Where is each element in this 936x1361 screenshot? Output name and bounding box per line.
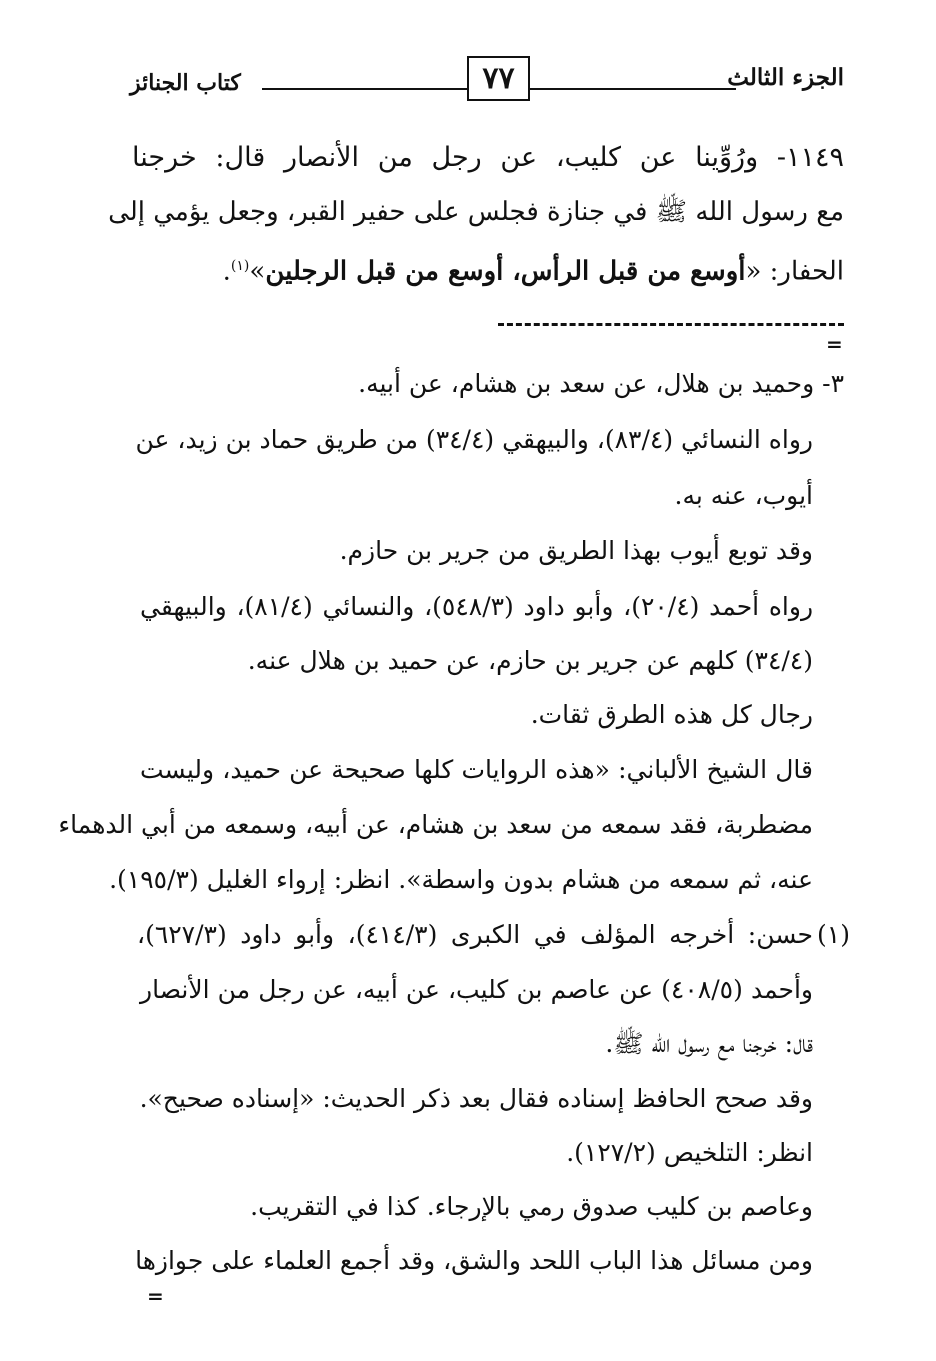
continuation-mark-bottom: = [147, 1284, 164, 1308]
footnote-line-2: وأحمد (٤٠٨/٥) عن عاصم بن كليب، عن أبيه، عن رجل من الأنصار [140, 975, 813, 1004]
hadith-quote: أوسع من قبل الرأس، أوسع من قبل الرجلين [265, 256, 746, 287]
footnote-line-1: حسن: أخرجه المؤلف في الكبرى (٤١٤/٣)، وأبو داود (٦٢٧/٣)، [137, 920, 813, 949]
running-head-book: كتاب الجنائز [130, 70, 241, 96]
note-line-8: قال الشيخ الألباني: «هذه الروايات كلها صحيحة عن حميد، وليست [140, 755, 813, 784]
separator-dashed-rule [498, 323, 844, 326]
footnote-line-6: وعاصم بن كليب صدوق رمي بالإرجاء. كذا في التقريب. [250, 1192, 813, 1221]
note-line-4: وقد توبع أيوب بهذا الطريق من جرير بن حازم. [339, 536, 813, 565]
hadith-quote-close: » [249, 256, 266, 287]
footnote-marker: (١) [817, 920, 850, 949]
note-line-1: ٣- وحميد بن هلال، عن سعد بن هشام، عن أبيه. [358, 369, 844, 398]
header-rule-right [530, 88, 736, 90]
note-line-7: رجال كل هذه الطرق ثقات. [530, 700, 813, 729]
hadith-text: الحفار: « [745, 256, 844, 287]
note-line-9: مضطربة، فقد سمعه من سعد بن هشام، عن أبيه، وسمعه من أبي الدهماء [58, 810, 813, 839]
note-line-2: رواه النسائي (٨٣/٤)، والبيهقي (٣٤/٤) من طريق حماد بن زيد، عن [135, 425, 813, 454]
note-line-3: أيوب، عنه به. [674, 481, 813, 510]
footnote-line-5: انظر: التلخيص (١٢٧/٢). [566, 1138, 813, 1167]
note-line-10: عنه، ثم سمعه من هشام بدون واسطة». انظر: إرواء الغليل (١٩٥/٣). [109, 865, 813, 894]
footnote-reference[interactable]: (١) [230, 258, 250, 274]
page-number: ٧٧ [467, 56, 530, 101]
running-head-volume: الجزء الثالث [727, 64, 844, 91]
note-line-6: (٣٤/٤) كلهم عن جرير بن حازم، عن حميد بن هلال عنه. [247, 646, 813, 675]
footnote-line-7: ومن مسائل هذا الباب اللحد والشق، وقد أجمع العلماء على جوازها [135, 1246, 813, 1275]
note-line-5: رواه أحمد (٢٠/٤)، وأبو داود (٥٤٨/٣)، والنسائي (٨١/٤)، والبيهقي [140, 592, 814, 621]
continuation-mark-top: = [826, 332, 843, 356]
hadith-line-1: ١١٤٩- ورُوِّينا عن كليب، عن رجل من الأنصار قال: خرجنا [132, 142, 844, 173]
footnote-line-4: وقد صحح الحافظ إسناده فقال بعد ذكر الحديث: «إسناده صحيح». [139, 1084, 813, 1113]
hadith-line-2: مع رسول الله ﷺ في جنازة فجلس على حفير القبر، وجعل يؤمي إلى [108, 197, 844, 227]
hadith-line-3 [223, 250, 844, 288]
footnote-line-3: قال: خرجنا مع رسول الله ﷺ. [605, 1029, 813, 1058]
hadith-end: . [222, 256, 231, 287]
header-rule-left [262, 88, 467, 90]
